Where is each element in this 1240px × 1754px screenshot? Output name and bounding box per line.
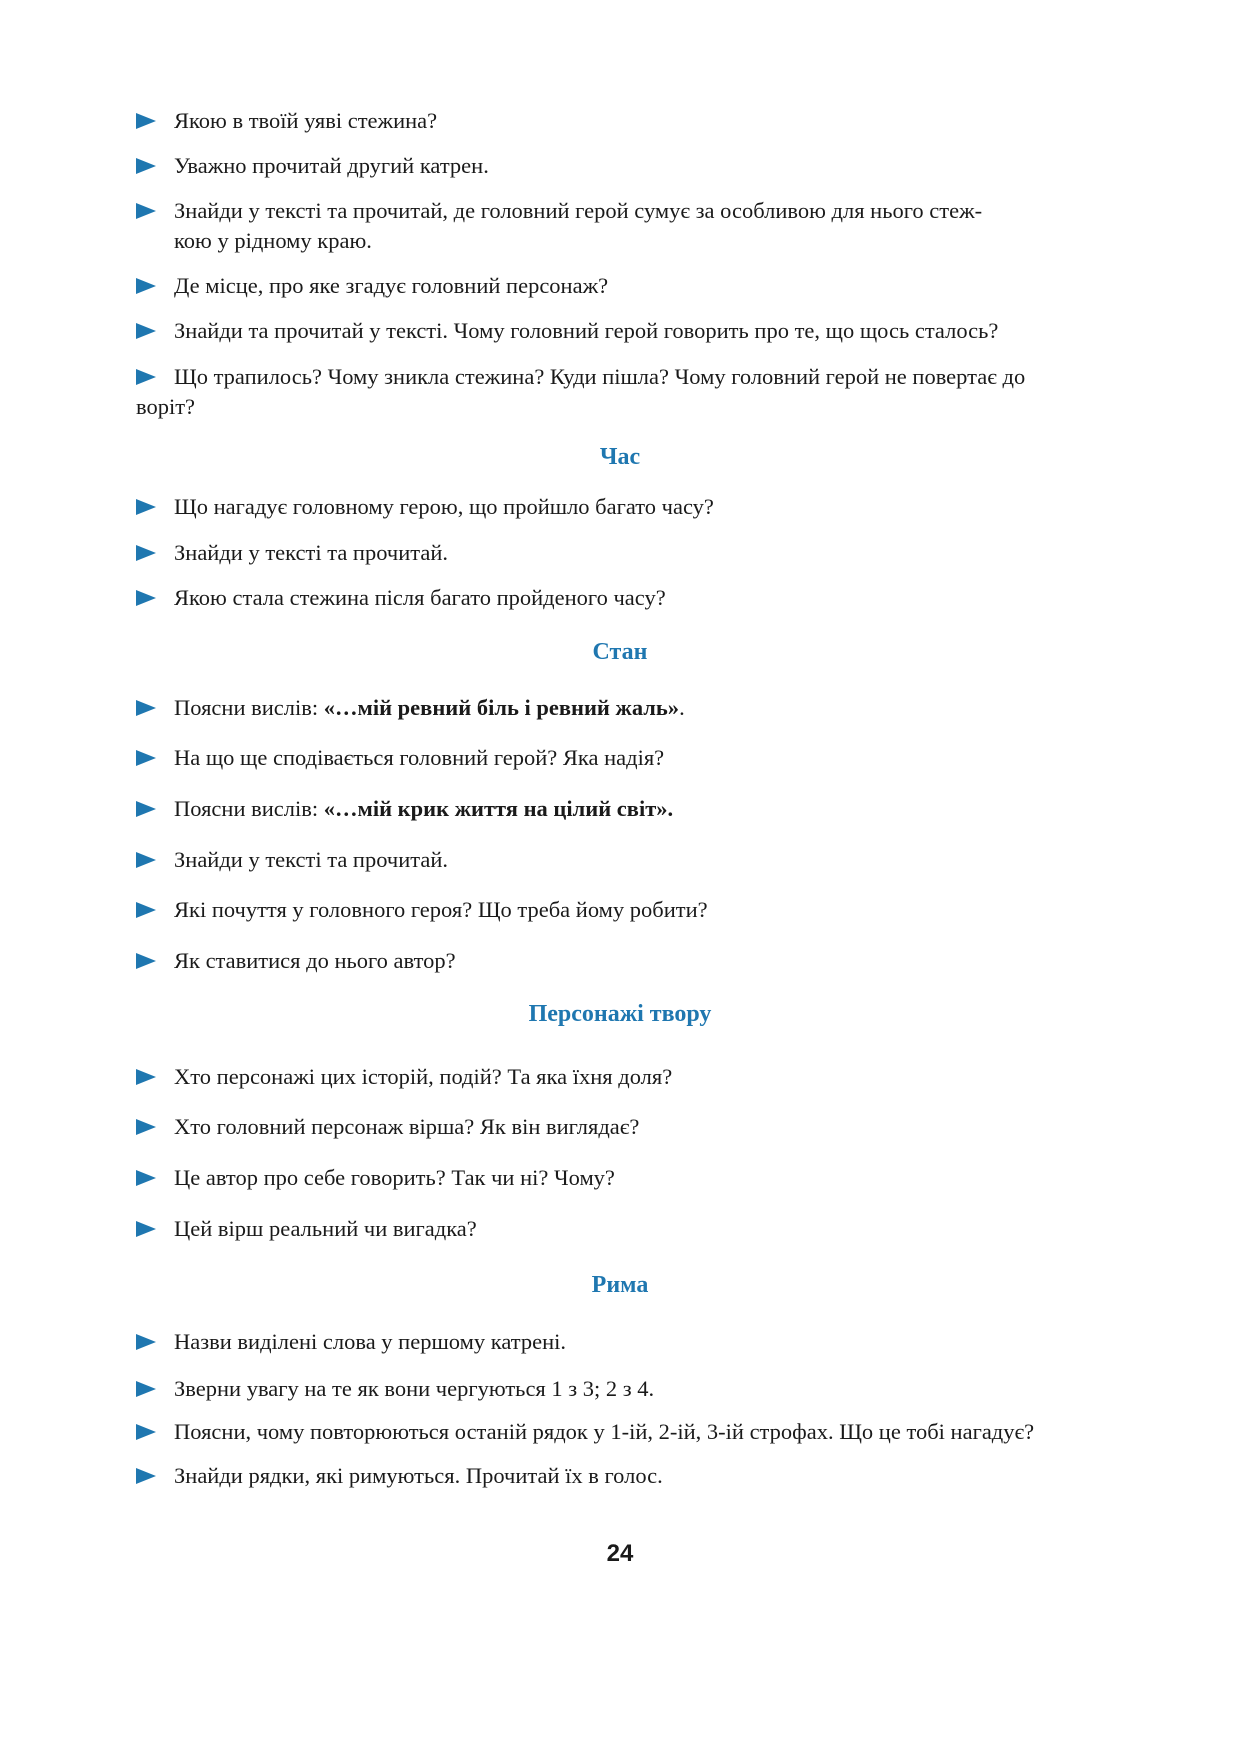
list-item-text: Зверни увагу на те як вони чергуються 1 з 3; 2 з 4. — [174, 1376, 655, 1401]
right-triangle-icon — [136, 845, 174, 868]
list-item-text — [136, 794, 673, 824]
list-item-text: Назви виділені слова у першому катрені. — [174, 1329, 566, 1354]
list-item — [136, 1163, 615, 1193]
section-heading-characters: Персонажі твору — [528, 1001, 712, 1027]
section-heading-state: Стан — [592, 639, 648, 665]
list-item-text: Якою в твоїй уяві стежина? — [174, 108, 438, 133]
right-triangle-icon — [136, 106, 174, 129]
list-item — [136, 362, 1025, 422]
list-item-text: Цей вірш реальний чи вигадка? — [174, 1216, 477, 1241]
list-item-text-continued: воріт? — [136, 394, 196, 419]
right-triangle-icon — [136, 492, 174, 515]
list-item-text: Знайди рядки, які римуються. Прочитай їх в голос. — [174, 1463, 663, 1488]
list-item — [136, 1327, 566, 1357]
list-item-text-continued: кою у рідному краю. — [174, 228, 372, 253]
right-triangle-icon — [136, 1417, 174, 1440]
list-item-text: На що ще сподівається головний герой? Яка надія? — [174, 745, 665, 770]
right-triangle-icon — [136, 895, 174, 918]
right-triangle-icon — [136, 196, 174, 219]
list-item — [136, 743, 664, 773]
right-triangle-icon — [136, 946, 174, 969]
list-item — [136, 845, 448, 875]
list-item-text: Що нагадує головному герою, що пройшло багато часу? — [174, 494, 714, 519]
list-item — [136, 151, 489, 181]
list-item-text: Що трапилось? Чому зникла стежина? Куди пішла? Чому головний герой не повертає до — [174, 364, 1026, 389]
list-item-text: Хто персонажі цих історій, подій? Та яка їхня доля? — [174, 1064, 673, 1089]
list-item — [136, 271, 608, 301]
text-prefix: Поясни вислів: — [174, 695, 324, 720]
list-item-text: Де місце, про яке згадує головний персонаж? — [174, 273, 609, 298]
right-triangle-icon — [136, 151, 174, 174]
list-item — [136, 895, 708, 925]
list-item-text: Як ставитися до нього автор? — [174, 948, 456, 973]
list-item — [136, 538, 448, 568]
list-item — [136, 492, 714, 522]
list-item — [136, 794, 673, 824]
list-item-text: Які почуття у головного героя? Що треба йому робити? — [174, 897, 708, 922]
right-triangle-icon — [136, 1163, 174, 1186]
list-item — [136, 1214, 477, 1244]
right-triangle-icon — [136, 316, 174, 339]
right-triangle-icon — [136, 271, 174, 294]
list-item — [136, 1112, 639, 1142]
list-item-text: Уважно прочитай другий катрен. — [174, 153, 489, 178]
list-item — [136, 1461, 663, 1491]
list-item-text: Знайди та прочитай у тексті. Чому головний герой говорить про те, що щось сталось? — [174, 318, 999, 343]
right-triangle-icon — [136, 1461, 174, 1484]
list-item-text: Знайди у тексті та прочитай. — [174, 847, 449, 872]
list-item — [136, 946, 456, 976]
list-item — [136, 106, 437, 136]
right-triangle-icon — [136, 1062, 174, 1085]
section-heading-rhyme: Рима — [591, 1272, 649, 1298]
right-triangle-icon — [136, 1112, 174, 1135]
right-triangle-icon — [136, 743, 174, 766]
list-item — [136, 1417, 1034, 1447]
list-item-text: Поясни, чому повторюються останій рядок у 1-ій, 2-ій, 3-ій строфах. Що це тобі нагадує? — [174, 1419, 1035, 1444]
quote-bold: «…мій крик життя на цілий світ». — [323, 796, 674, 821]
list-item — [136, 196, 982, 256]
right-triangle-icon — [136, 1214, 174, 1237]
right-triangle-icon — [136, 538, 174, 561]
quote-bold: «…мій ревний біль і ревний жаль» — [323, 695, 680, 720]
list-item-text: Знайди у тексті та прочитай, де головний герой сумує за особливою для нього стеж- — [174, 198, 983, 223]
right-triangle-icon — [136, 693, 174, 716]
list-item — [136, 1374, 654, 1404]
list-item — [136, 693, 685, 723]
text-suffix: . — [679, 695, 685, 720]
page-number: 24 — [606, 1540, 634, 1567]
list-item — [136, 583, 666, 613]
text-prefix: Поясни вислів: — [174, 796, 324, 821]
list-item-text: Якою стала стежина після багато пройденого часу? — [174, 585, 666, 610]
right-triangle-icon — [136, 1374, 174, 1397]
section-heading-time: Час — [599, 444, 641, 470]
right-triangle-icon — [136, 362, 174, 385]
list-item-text: Це автор про себе говорить? Так чи ні? Чому? — [174, 1165, 615, 1190]
right-triangle-icon — [136, 1327, 174, 1350]
list-item — [136, 1062, 672, 1092]
right-triangle-icon — [136, 583, 174, 606]
right-triangle-icon — [136, 794, 174, 817]
list-item-text: Знайди у тексті та прочитай. — [174, 540, 449, 565]
list-item — [136, 316, 998, 346]
list-item-text — [136, 693, 685, 723]
list-item-text: Хто головний персонаж вірша? Як він виглядає? — [174, 1114, 640, 1139]
